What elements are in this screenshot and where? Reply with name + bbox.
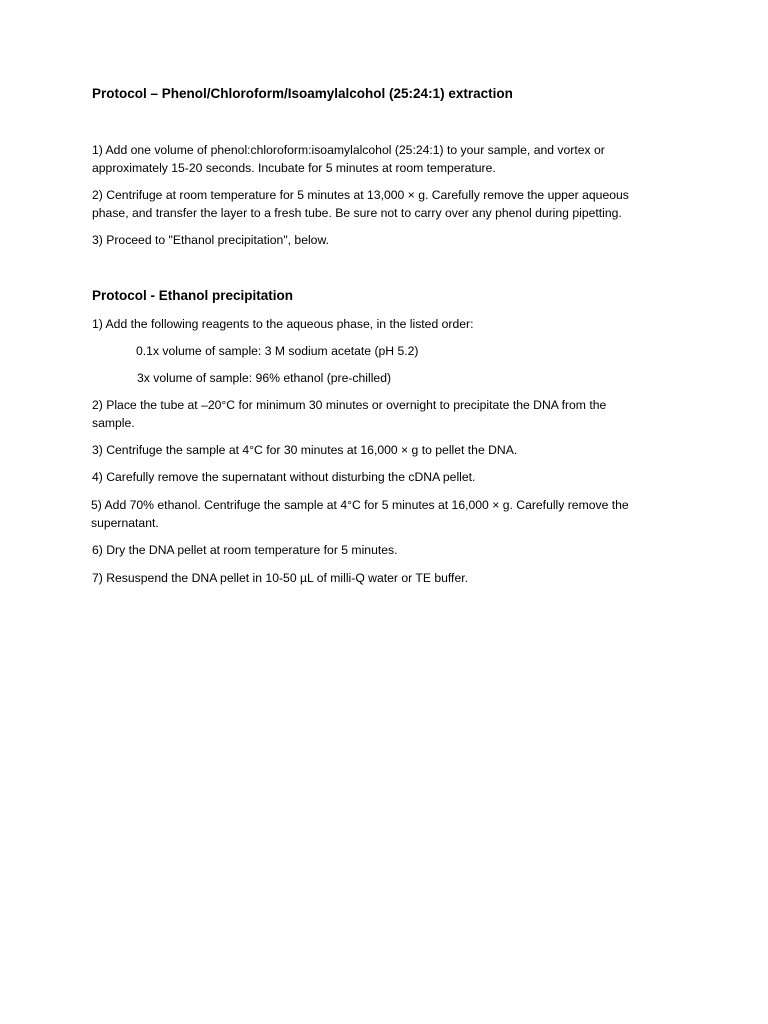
reagent-sodium-acetate: 0.1x volume of sample: 3 M sodium acetate (pH 5.2): [136, 344, 419, 358]
extraction-step-2-line-2: phase, and transfer the layer to a fresh tube. Be sure not to carry over any phenol during pipetting.: [92, 205, 622, 220]
extraction-step-1: [92, 142, 672, 177]
precipitation-step-4: 4) Carefully remove the supernatant without disturbing the cDNA pellet.: [92, 470, 476, 484]
section-title-phenol-extraction: Protocol – Phenol/Chloroform/Isoamylalcohol (25:24:1) extraction: [92, 86, 513, 101]
precipitation-step-6: 6) Dry the DNA pellet at room temperature for 5 minutes.: [92, 543, 398, 557]
extraction-step-2-line-1: 2) Centrifuge at room temperature for 5 minutes at 13,000 × g. Carefully remove the upper aqueous: [92, 188, 629, 202]
precipitation-step-5: [91, 497, 671, 532]
precipitation-step-5-line-1: 5) Add 70% ethanol. Centrifuge the sample at 4°C for 5 minutes at 16,000 × g. Carefully remove the: [91, 498, 629, 512]
extraction-step-2: [92, 187, 672, 222]
section-title-ethanol-precipitation: Protocol - Ethanol precipitation: [92, 288, 294, 303]
precipitation-step-2: [92, 397, 672, 432]
extraction-step-1-line-2: approximately 15-20 seconds. Incubate for 5 minutes at room temperature.: [92, 160, 496, 175]
precipitation-step-5-line-2: supernatant.: [91, 515, 159, 530]
precipitation-step-2-line-1: 2) Place the tube at –20°C for minimum 30 minutes or overnight to precipitate the DNA from the: [92, 398, 607, 412]
precipitation-step-7: 7) Resuspend the DNA pellet in 10-50 µL of milli-Q water or TE buffer.: [92, 571, 468, 585]
reagent-ethanol: 3x volume of sample: 96% ethanol (pre-chilled): [137, 371, 392, 385]
extraction-step-3: 3) Proceed to "Ethanol precipitation", below.: [92, 233, 329, 247]
extraction-step-1-line-1: 1) Add one volume of phenol:chloroform:isoamylalcohol (25:24:1) to your sample, and vortex or: [92, 143, 605, 157]
precipitation-step-3: 3) Centrifuge the sample at 4°C for 30 minutes at 16,000 × g to pellet the DNA.: [92, 443, 518, 457]
precipitation-step-2-line-2: sample.: [92, 415, 135, 430]
precipitation-step-1: 1) Add the following reagents to the aqueous phase, in the listed order:: [92, 317, 474, 331]
